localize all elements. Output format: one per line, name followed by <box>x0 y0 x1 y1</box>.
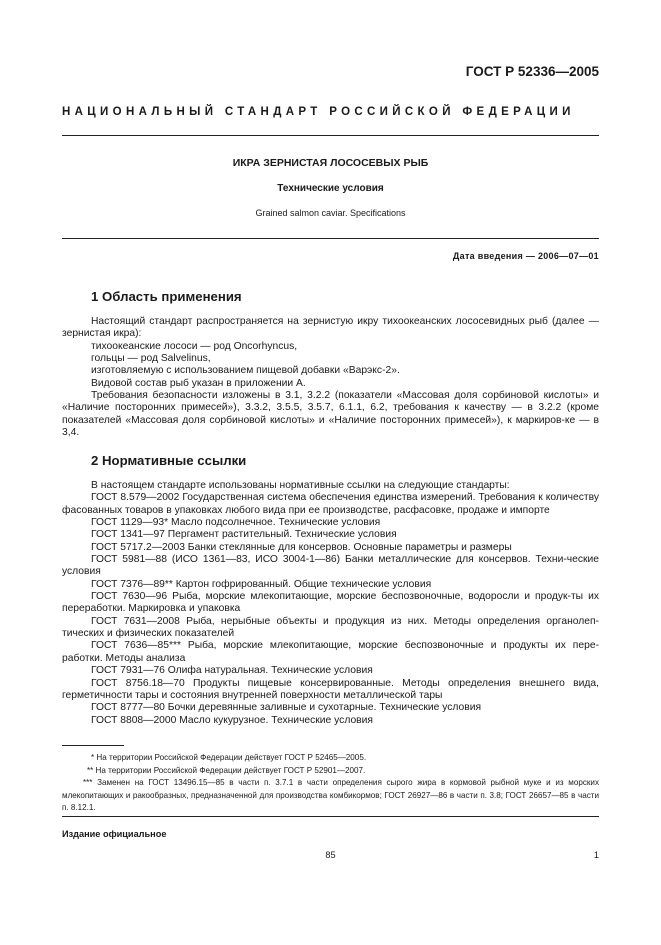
scope-paragraph: Видовой состав рыб указан в приложении А. <box>91 377 306 389</box>
reference-item: ГОСТ 8808—2000 Масло кукурузное. Технические условия <box>91 714 373 726</box>
section-1-body <box>62 316 599 439</box>
scope-list-item: тихоокеанские лососи — род Oncorhyncus, <box>91 340 298 352</box>
footnotes <box>62 752 599 815</box>
official-edition-label: Издание официальное <box>62 829 167 839</box>
section-2-heading: 2 Нормативные ссылки <box>91 453 247 468</box>
scope-paragraph: Настоящий стандарт распространяется на зернистую икру тихоокеанских лососевидных рыб (далее — зернистая икра): <box>62 316 599 340</box>
footnote-1: * На территории Российской Федерации действует ГОСТ Р 52465—2005. <box>91 753 367 762</box>
reference-item: ГОСТ 8777—80 Бочки деревянные заливные и сухотарные. Технические условия <box>91 702 482 714</box>
reference-item: ГОСТ 7376—89** Картон гофрированный. Общие технические условия <box>91 578 432 590</box>
reference-item: ГОСТ 1129—93* Масло подсолнечное. Технические условия <box>91 517 381 529</box>
title-rule <box>62 238 599 239</box>
document-title: ИКРА ЗЕРНИСТАЯ ЛОСОСЕВЫХ РЫБ <box>232 157 429 169</box>
reference-item: ГОСТ 1341—97 Пергамент растительный. Технические условия <box>91 529 397 541</box>
introduction-date: Дата введения — 2006—07—01 <box>452 251 599 261</box>
document-subtitle: Технические условия <box>277 183 384 194</box>
reference-item: ГОСТ 5981—88 (ИСО 1361—83, ИСО 3004-1—86) Банки металлические для консервов. Техни-ческие условия <box>62 554 599 578</box>
footnote-2: ** На территории Российской Федерации действует ГОСТ Р 52901—2007. <box>87 765 366 775</box>
page-number-center: 85 <box>325 850 336 860</box>
scope-list-item: изготовляемую с использованием пищевой добавки «Варэкс-2». <box>91 365 400 377</box>
footnote-3: *** Заменен на ГОСТ 13496.15—85 в части п. 3.7.1 в части определения сырого жира в кормовой рыбной муке и из морских млекопитающих и ракообразных, предназначенной для производства комбикормов; ГОСТ 26927—86 в части п. 3.8; ГОСТ 26657—85 в части п. 8.12.1. <box>62 778 599 812</box>
reference-item: ГОСТ 7631—2008 Рыба, нерыбные объекты и продукция из них. Методы определения органолеп-тических и физических показателей <box>62 615 599 640</box>
references-intro: В настоящем стандарте использованы нормативные ссылки на следующие стандарты: <box>91 480 510 491</box>
footnote-separator <box>62 745 124 746</box>
page-number-right: 1 <box>593 850 599 860</box>
section-2-body <box>62 480 599 727</box>
national-standard-heading: НАЦИОНАЛЬНЫЙ СТАНДАРТ РОССИЙСКОЙ ФЕДЕРАЦИИ <box>62 106 575 118</box>
reference-item: ГОСТ 8.579—2002 Государственная система обеспечения единства измерений. Требования к количеству фасованных товаров в упаковках любого вида при ее производстве, расфасовке, продаже и импорте <box>62 492 599 516</box>
scope-paragraph: Требования безопасности изложены в 3.1, 3.2.2 (показатели «Массовая доля сорбиновой кислоты» и «Наличие посторонних примесей»), 3.3.2, 3.5.5, 3.5.7, 6.1.1, 6.2, требования к качеству — в 3.2.2 (кроме показателей «Массовая доля сорбиновой кислоты» и «Наличие посторонних примесей»), к маркиров-ке — в 3,4. <box>62 390 599 439</box>
reference-item: ГОСТ 8756.18—70 Продукты пищевые консервированные. Методы определения внешнего вида, герметичности тары и состояния внутренней поверхности металлической тары <box>62 677 599 701</box>
section-1-heading: 1 Область применения <box>91 289 242 304</box>
reference-item: ГОСТ 7636—85*** Рыба, морские млекопитающие, морские беспозвоночные и продукты их пере-работки. Методы анализа <box>62 640 599 664</box>
reference-item: ГОСТ 7630—96 Рыба, морские млекопитающие, морские беспозвоночные, водоросли и продук-ты их переработки. Маркировка и упаковка <box>62 591 599 615</box>
english-title: Grained salmon caviar. Specifications <box>255 208 406 218</box>
scope-list-item: гольцы — род Salvelinus, <box>91 353 211 365</box>
footer-rule <box>62 816 599 817</box>
reference-item: ГОСТ 7931—76 Олифа натуральная. Технические условия <box>91 665 373 677</box>
gost-number: ГОСТ Р 52336—2005 <box>465 64 599 79</box>
reference-item: ГОСТ 5717.2—2003 Банки стеклянные для консервов. Основные параметры и размеры <box>91 541 512 553</box>
top-rule <box>62 135 599 136</box>
